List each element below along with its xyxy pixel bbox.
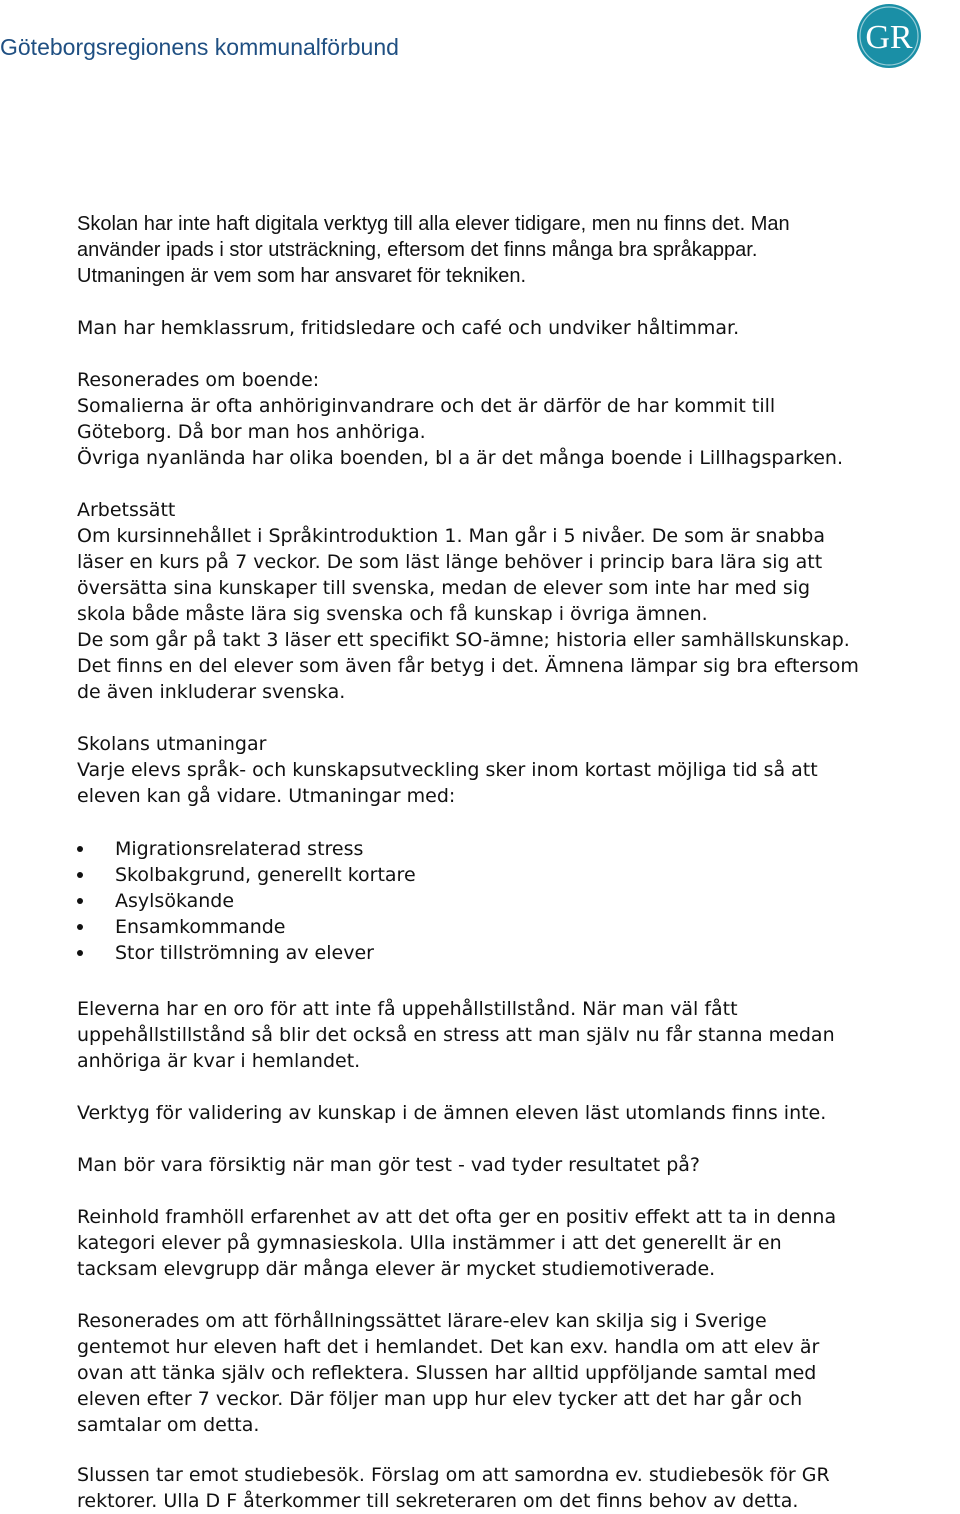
section-heading: Arbetssätt (77, 499, 176, 521)
text-line: Resonerades om att förhållningssättet lärare-elev kan skilja sig i Sverige (77, 1310, 767, 1332)
text-line: Varje elevs språk- och kunskapsutveckling sker inom kortast möjliga tid så att (77, 759, 818, 781)
text-line: rektorer. Ulla D F återkommer till sekreteraren om det finns behov av detta. (77, 1490, 799, 1512)
organization-name: Göteborgsregionens kommunalförbund (0, 34, 399, 60)
bullet-icon (77, 846, 83, 852)
text-line: Verktyg för validering av kunskap i de ämnen eleven läst utomlands finns inte. (77, 1102, 827, 1124)
list-item-text: Migrationsrelaterad stress (115, 838, 364, 860)
text-line: de även inkluderar svenska. (77, 681, 346, 703)
text-line: översätta sina kunskaper till svenska, medan de elever som inte har med sig (77, 577, 811, 599)
text-line: läser en kurs på 7 veckor. De som läst länge behöver i princip bara lära sig att (77, 551, 823, 573)
text-line: Somalierna är ofta anhöriginvandrare och det är därför de har kommit till (77, 395, 776, 417)
text-line: kategori elever på gymnasieskola. Ulla instämmer i att det generellt är en (77, 1232, 782, 1254)
bullet-icon (77, 950, 83, 956)
bullet-icon (77, 872, 83, 878)
list-item-text: Asylsökande (115, 890, 235, 912)
list-item-text: Skolbakgrund, generellt kortare (115, 864, 416, 886)
text-line: Man bör vara försiktig när man gör test - vad tyder resultatet på? (77, 1154, 700, 1176)
text-line: Utmaningen är vem som har ansvaret för tekniken. (77, 265, 527, 287)
text-line: Man har hemklassrum, fritidsledare och café och undviker håltimmar. (77, 317, 740, 339)
text-line: eleven kan gå vidare. Utmaningar med: (77, 785, 456, 807)
text-line: anhöriga är kvar i hemlandet. (77, 1050, 361, 1072)
text-line: Skolan har inte haft digitala verktyg till alla elever tidigare, men nu finns det. Man (77, 213, 790, 235)
text-line: tacksam elevgrupp där många elever är mycket studiemotiverade. (77, 1258, 716, 1280)
text-line: ovan att tänka själv och reflektera. Slussen har alltid uppföljande samtal med (77, 1362, 817, 1384)
text-line: eleven efter 7 veckor. Där följer man upp hur elev tycker att det har går och (77, 1388, 803, 1410)
text-line: skola både måste lära sig svenska och få kunskap i övriga ämnen. (77, 603, 708, 625)
text-line: Det finns en del elever som även får betyg i det. Ämnena lämpar sig bra eftersom (77, 655, 859, 677)
bullet-icon (77, 924, 83, 930)
text-line: De som går på takt 3 läser ett specifikt SO-ämne; historia eller samhällskunskap. (77, 629, 850, 651)
text-line: Reinhold framhöll erfarenhet av att det ofta ger en positiv effekt att ta in denna (77, 1206, 837, 1228)
gr-logo (856, 3, 922, 69)
text-line: uppehållstillstånd så blir det också en stress att man själv nu får stanna medan (77, 1024, 835, 1046)
text-line: Eleverna har en oro för att inte få uppehållstillstånd. När man väl fått (77, 998, 738, 1020)
text-line: Göteborg. Då bor man hos anhöriga. (77, 421, 426, 443)
list-item-text: Ensamkommande (115, 916, 286, 938)
text-line: Övriga nyanlända har olika boenden, bl a är det många boende i Lillhagsparken. (77, 447, 844, 469)
text-line: Slussen tar emot studiebesök. Förslag om att samordna ev. studiebesök för GR (77, 1464, 830, 1486)
text-line: Om kursinnehållet i Språkintroduktion 1. Man går i 5 nivåer. De som är snabba (77, 525, 825, 547)
text-line: gentemot hur eleven haft det i hemlandet. Det kan exv. handla om att elev är (77, 1336, 820, 1358)
bullet-icon (77, 898, 83, 904)
text-line: använder ipads i stor utsträckning, eftersom det finns många bra språkappar. (77, 239, 758, 261)
logo-text: GR (865, 19, 913, 56)
text-line: samtalar om detta. (77, 1414, 260, 1436)
section-heading: Resonerades om boende: (77, 369, 320, 391)
section-heading: Skolans utmaningar (77, 733, 267, 755)
list-item-text: Stor tillströmning av elever (115, 942, 374, 964)
